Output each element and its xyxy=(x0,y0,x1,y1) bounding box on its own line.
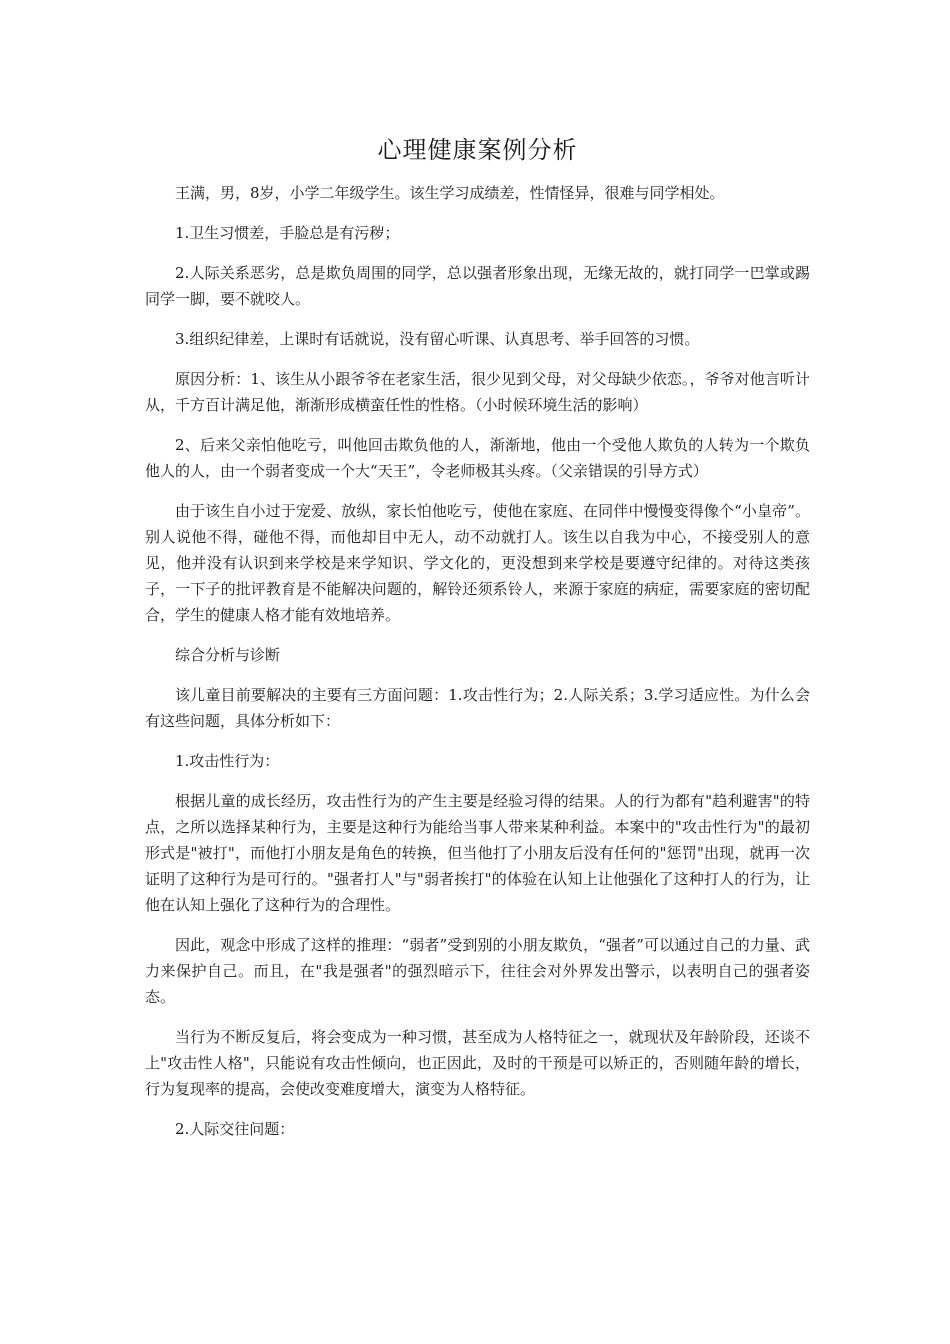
paragraph-cause-2: 2、后来父亲怕他吃亏，叫他回击欺负他的人，渐渐地，他由一个受他人欺负的人转为一个欺负他人的人，由一个弱者变成一个大“天王”，令老师极其头疼。（父亲错误的引导方式） xyxy=(145,436,810,480)
subheading-aggression: 1.攻击性行为： xyxy=(175,752,280,770)
paragraph-cause-summary: 由于该生自小过于宠爱、放纵，家长怕他吃亏，使他在家庭、在同伴中慢慢变得像个“小皇帝”。别人说他不得，碰他不得，而他却目中无人，动不动就打人。该生以自我为中心，不接受别人的意见，他并没有认识到来学校是来学知识、学文化的，更没想到来学校是要遵守纪律的。对待这类孩子，一下子的批评教育是不能解决问题的，解铃还须系铃人，来源于家庭的病症，需要家庭的密切配合，学生的健康人格才能有效地培养。 xyxy=(145,502,810,624)
paragraph-aggression-2: 因此，观念中形成了这样的推理：“弱者”受到别的小朋友欺负，“强者”可以通过自己的力量、武力来保护自己。而且，在"我是强者"的强烈暗示下，往往会对外界发出警示，以表明自己的强者姿态。 xyxy=(145,936,810,1006)
paragraph-symptom-1: 1.卫生习惯差，手脸总是有污秽； xyxy=(175,224,400,242)
document-title: 心理健康案例分析 xyxy=(377,136,578,164)
paragraph-aggression-1: 根据儿童的成长经历，攻击性行为的产生主要是经验习得的结果。人的行为都有"趋利避害"的特点，之所以选择某种行为，主要是这种行为能给当事人带来某种利益。本案中的"攻击性行为"的最初形式是"被打"，而他打小朋友是角色的转换，但当他打了小朋友后没有任何的"惩罚"出现，就再一次证明了这种行为是可行的。"强者打人"与"弱者挨打"的体验在认知上让他强化了这种打人的行为，让他在认知上强化了这种行为的合理性。 xyxy=(145,792,810,914)
subheading-interpersonal: 2.人际交往问题： xyxy=(175,1120,295,1138)
paragraph-intro: 王满，男，8岁，小学二年级学生。该生学习成绩差，性情怪异，很难与同学相处。 xyxy=(175,184,725,202)
paragraph-aggression-3: 当行为不断反复后，将会变成为一种习惯，甚至成为人格特征之一，就现状及年龄阶段，还谈不上"攻击性人格"，只能说有攻击性倾向，也正因此，及时的干预是可以矫正的，否则随年龄的增长，行为复现率的提高，会使改变难度增大，演变为人格特征。 xyxy=(145,1028,810,1098)
paragraph-symptom-3: 3.组织纪律差，上课时有话就说，没有留心听课、认真思考、举手回答的习惯。 xyxy=(175,330,700,348)
paragraph-cause-1: 原因分析：1、该生从小跟爷爷在老家生活，很少见到父母，对父母缺少依恋。，爷爷对他言听计从，千方百计满足他，渐渐形成横蛮任性的性格。（小时候环境生活的影响） xyxy=(145,370,810,414)
document-page xyxy=(145,130,810,1156)
paragraph-diagnosis-overview: 该儿童目前要解决的主要有三方面问题：1.攻击性行为；2.人际关系；3.学习适应性。为什么会有这些问题，具体分析如下： xyxy=(145,686,810,730)
section-heading-diagnosis: 综合分析与诊断 xyxy=(175,646,281,664)
paragraph-symptom-2: 2.人际关系恶劣，总是欺负周围的同学，总以强者形象出现，无缘无故的，就打同学一巴掌或踢同学一脚，要不就咬人。 xyxy=(145,264,810,308)
